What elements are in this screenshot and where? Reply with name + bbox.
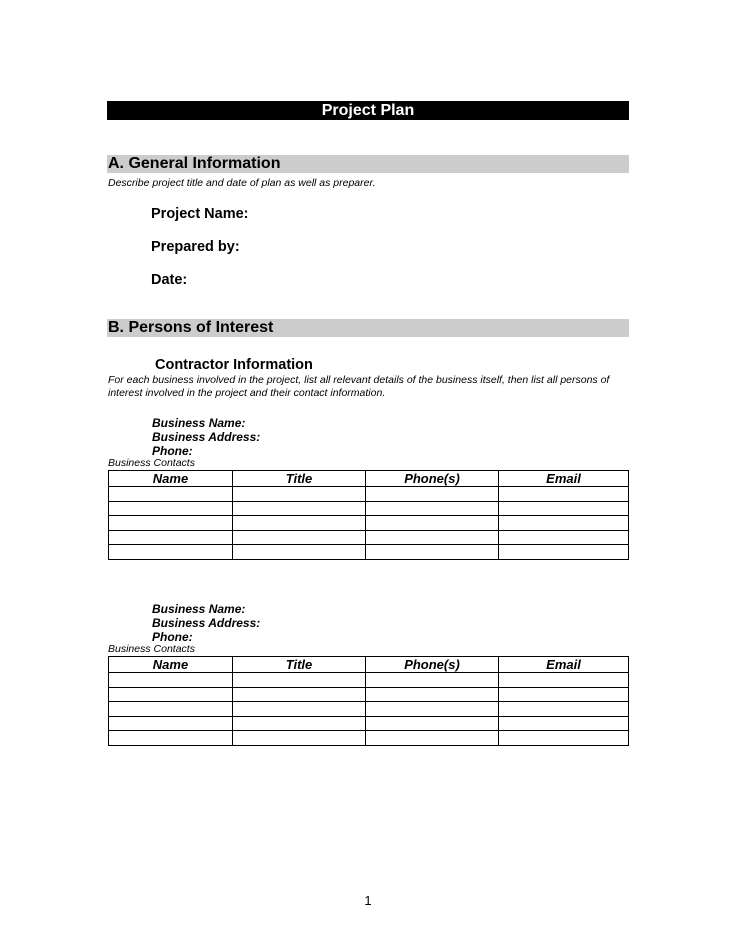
- table-cell[interactable]: [499, 673, 629, 688]
- table-cell[interactable]: [233, 530, 366, 545]
- table-row: [109, 487, 629, 502]
- table-row: [109, 516, 629, 531]
- table-cell[interactable]: [109, 516, 233, 531]
- table-header-row: [109, 471, 629, 487]
- business-address-label: Business Address:: [152, 616, 261, 630]
- document-title: Project Plan: [107, 101, 629, 120]
- business-phone-label: Phone:: [152, 444, 193, 458]
- table-cell[interactable]: [109, 716, 233, 731]
- business-address-label: Business Address:: [152, 430, 261, 444]
- table-cell[interactable]: [499, 731, 629, 746]
- prepared-by-label: Prepared by:: [151, 239, 240, 255]
- date-label: Date:: [151, 272, 188, 288]
- project-name-label: Project Name:: [151, 206, 249, 222]
- table-cell[interactable]: [233, 487, 366, 502]
- section-b-description-line-2: interest involved in the project and their contact information.: [108, 387, 386, 399]
- column-header-name: Name: [109, 471, 233, 487]
- table-cell[interactable]: [366, 516, 499, 531]
- table-row: [109, 731, 629, 746]
- table-cell[interactable]: [109, 545, 233, 560]
- table-cell[interactable]: [233, 731, 366, 746]
- business-contacts-label: Business Contacts: [108, 643, 195, 655]
- table-cell[interactable]: [233, 702, 366, 717]
- table-cell[interactable]: [366, 702, 499, 717]
- table-cell[interactable]: [233, 501, 366, 516]
- table-cell[interactable]: [109, 687, 233, 702]
- business-name-label: Business Name:: [152, 602, 246, 616]
- contractor-information-heading: Contractor Information: [155, 357, 313, 373]
- section-b-description-line-1: For each business involved in the project, list all relevant details of the business itself, then list all persons of: [108, 374, 610, 386]
- table-cell[interactable]: [499, 716, 629, 731]
- table-cell[interactable]: [499, 516, 629, 531]
- table-cell[interactable]: [366, 687, 499, 702]
- table-cell[interactable]: [366, 487, 499, 502]
- table-cell[interactable]: [233, 673, 366, 688]
- table-cell[interactable]: [366, 530, 499, 545]
- table-cell[interactable]: [109, 673, 233, 688]
- table-row: [109, 687, 629, 702]
- section-a-heading: A. General Information: [107, 155, 629, 173]
- column-header-phones: Phone(s): [366, 471, 499, 487]
- table-cell[interactable]: [233, 545, 366, 560]
- table-cell[interactable]: [109, 731, 233, 746]
- business-phone-label: Phone:: [152, 630, 193, 644]
- table-cell[interactable]: [499, 501, 629, 516]
- table-cell[interactable]: [366, 673, 499, 688]
- table-cell[interactable]: [109, 501, 233, 516]
- business-name-label: Business Name:: [152, 416, 246, 430]
- table-header-row: [109, 657, 629, 673]
- page-number: 1: [364, 893, 372, 908]
- table-cell[interactable]: [499, 702, 629, 717]
- table-cell[interactable]: [499, 687, 629, 702]
- table-cell[interactable]: [499, 545, 629, 560]
- table-row: [109, 702, 629, 717]
- column-header-title: Title: [233, 471, 366, 487]
- table-row: [109, 673, 629, 688]
- business-contacts-label: Business Contacts: [108, 457, 195, 469]
- contacts-table: [108, 470, 629, 560]
- column-header-email: Email: [499, 657, 629, 673]
- table-cell[interactable]: [366, 716, 499, 731]
- column-header-email: Email: [499, 471, 629, 487]
- table-cell[interactable]: [366, 731, 499, 746]
- table-cell[interactable]: [109, 487, 233, 502]
- table-cell[interactable]: [109, 530, 233, 545]
- section-b-heading: B. Persons of Interest: [107, 319, 629, 337]
- table-cell[interactable]: [233, 516, 366, 531]
- column-header-name: Name: [109, 657, 233, 673]
- table-cell[interactable]: [233, 716, 366, 731]
- table-row: [109, 530, 629, 545]
- table-cell[interactable]: [233, 687, 366, 702]
- column-header-title: Title: [233, 657, 366, 673]
- section-a-description: Describe project title and date of plan as well as preparer.: [108, 177, 376, 189]
- table-cell[interactable]: [366, 545, 499, 560]
- table-row: [109, 501, 629, 516]
- table-cell[interactable]: [499, 530, 629, 545]
- column-header-phones: Phone(s): [366, 657, 499, 673]
- table-row: [109, 716, 629, 731]
- table-cell[interactable]: [499, 487, 629, 502]
- table-cell[interactable]: [109, 702, 233, 717]
- contacts-table: [108, 656, 629, 746]
- table-row: [109, 545, 629, 560]
- table-cell[interactable]: [366, 501, 499, 516]
